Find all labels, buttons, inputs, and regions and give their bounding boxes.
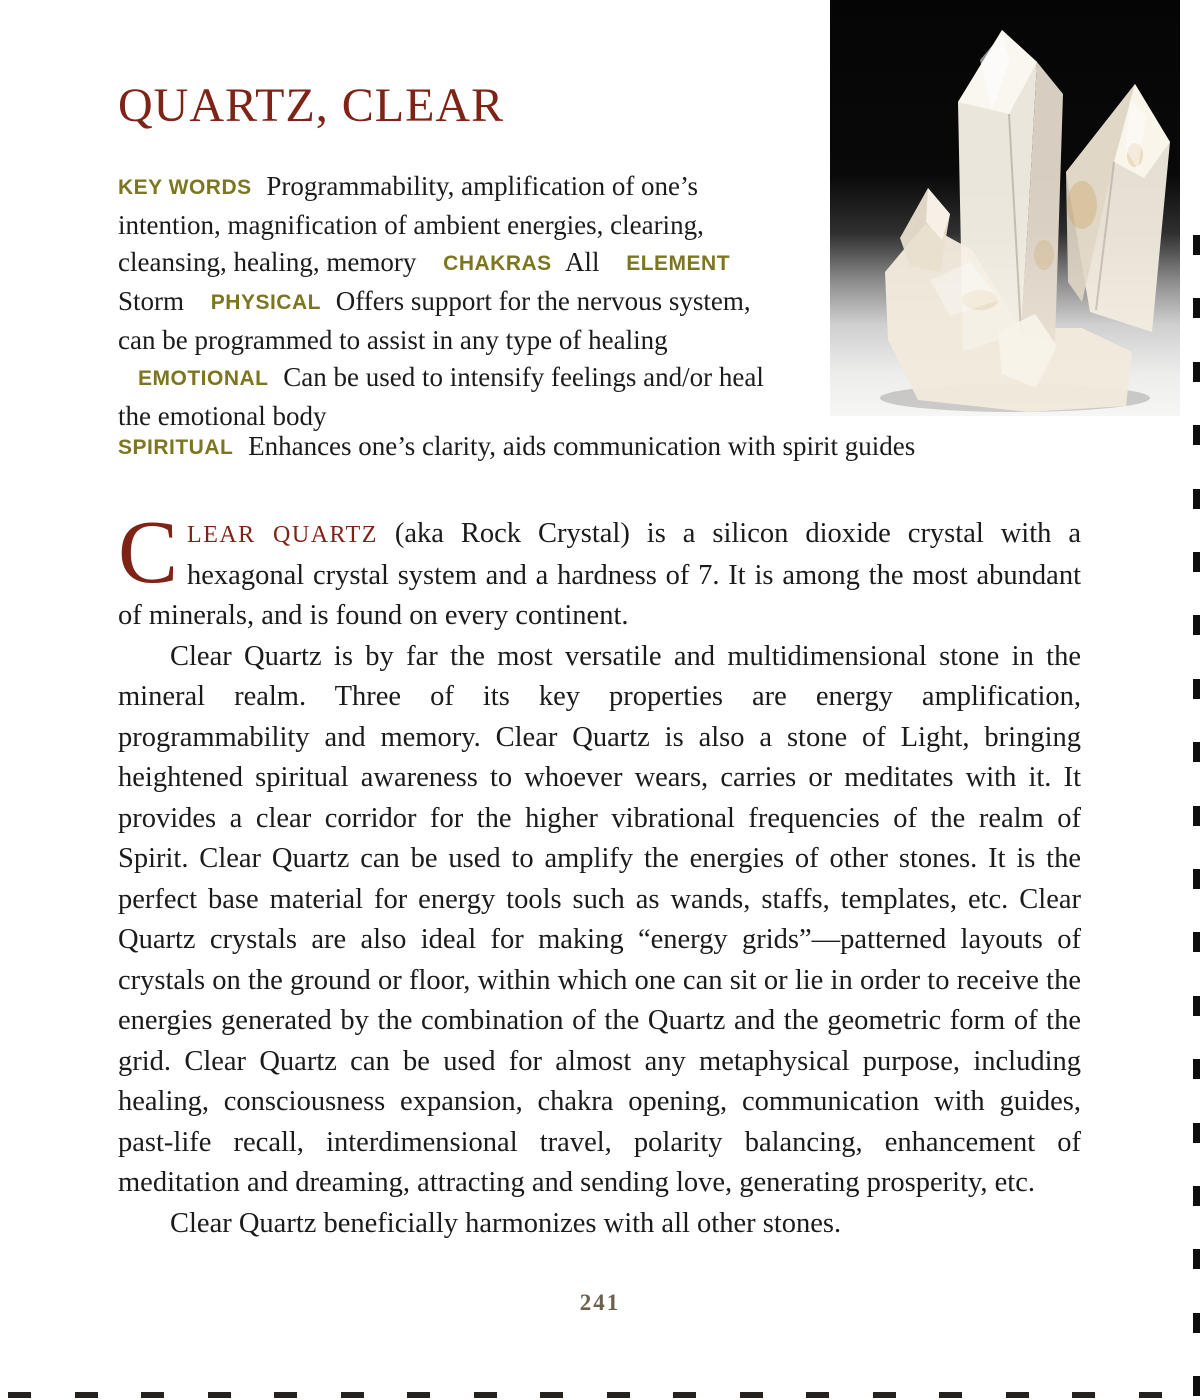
physical-value: Offers support for the nervous system, can be programmed to assist in any type of healing <box>118 286 751 355</box>
page-edge-mark <box>1193 1313 1200 1333</box>
element-label: ELEMENT <box>626 252 731 275</box>
quartz-photo <box>830 0 1180 416</box>
emotional-value: Can be used to intensify feelings and/or heal the emotional body <box>118 362 764 431</box>
page-edge-mark <box>474 1392 497 1398</box>
page-edge-mark <box>341 1392 364 1398</box>
page-title: QUARTZ, CLEAR <box>118 79 505 132</box>
chakras-value: All <box>564 247 600 277</box>
page-edge-mark <box>607 1392 630 1398</box>
page-edge-mark <box>1193 806 1200 826</box>
key-words-label: KEY WORDS <box>118 176 252 199</box>
page-edge-mark <box>806 1392 829 1398</box>
spiritual-value: Enhances one’s clarity, aids communication with spirit guides <box>248 431 916 461</box>
page-edge-mark <box>75 1392 98 1398</box>
page-edge-mark <box>1193 1123 1200 1143</box>
page-edge-mark <box>873 1392 896 1398</box>
page-edge-mark <box>8 1392 31 1398</box>
page-edge-mark <box>407 1392 430 1398</box>
page-edge-mark <box>1193 1186 1200 1206</box>
spiritual-line <box>118 428 1098 467</box>
spiritual-label: SPIRITUAL <box>118 436 234 459</box>
emotional-label: EMOTIONAL <box>138 367 269 390</box>
paragraph-intro <box>118 503 1082 637</box>
page-edge-mark <box>1193 869 1200 889</box>
page-edge-mark <box>1193 362 1200 382</box>
properties-block <box>118 168 766 435</box>
chakras-label: CHAKRAS <box>443 252 552 275</box>
page-edge-mark <box>1193 1059 1200 1079</box>
page-edge-mark <box>274 1392 297 1398</box>
page-edge-mark <box>1193 489 1200 509</box>
article-body <box>118 503 1082 1244</box>
page-edge-mark <box>1193 552 1200 572</box>
page-edge-mark <box>1139 1392 1162 1398</box>
page-edge-mark <box>208 1392 231 1398</box>
page-edge-mark <box>1193 996 1200 1016</box>
page-edge-mark <box>1193 1249 1200 1269</box>
page-edge-mark <box>1193 298 1200 318</box>
paragraph-intro-text: (aka Rock Crystal) is a silicon dioxide crystal with a hexagonal crystal system and a hardness of 7. It is among the most abundant of minerals, and is found on every continent. <box>118 518 1082 631</box>
lead-in-small-caps: LEAR QUARTZ <box>187 522 378 548</box>
paragraph-main: Clear Quartz is by far the most versatile and multidimensional stone in the mineral realm. Three of its key properties are energy amplification, programmability and memory. Clear Quartz is also a stone of Light, bringing heightened spiritual awareness to whoever wears, carries or meditates with it. It provides a clear corridor for the higher vibrational frequencies of the realm of Spirit. Clear Quartz can be used to amplify the energies of other stones. It is the perfect base material for energy tools such as wands, staffs, templates, etc. Clear Quartz crystals are also ideal for making “energy grids”—patterned layouts of crystals on the ground or floor, within which one can sit or lie in order to receive the energies generated by the combination of the Quartz and the geometric form of the grid. Clear Quartz can be used for almost any metaphysical purpose, including healing, consciousness expansion, chakra opening, communication with guides, past-life recall, interdimensional travel, polarity balancing, enhancement of meditation and dreaming, attracting and sending love, generating prosperity, etc. <box>118 640 1081 1198</box>
page-edge-mark <box>540 1392 563 1398</box>
page-edge-mark <box>1193 425 1200 445</box>
page-edge-mark <box>1193 235 1200 255</box>
element-value: Storm <box>118 286 185 316</box>
page-number: 241 <box>579 1290 621 1315</box>
quartz-crystal-illustration <box>830 0 1180 416</box>
page-edge-mark <box>1193 1376 1200 1396</box>
key-words-value: Programmability, amplification of one’s intention, magnification of ambient energies, clearing, cleansing, healing, memory <box>118 171 704 277</box>
paragraph-harmony: Clear Quartz beneficially harmonizes with all other stones. <box>170 1207 842 1239</box>
page-edge-mark <box>740 1392 763 1398</box>
page-edge-mark <box>1193 679 1200 699</box>
drop-cap: C <box>118 503 179 602</box>
page-edge-mark <box>939 1392 962 1398</box>
page-edge-mark <box>1072 1392 1095 1398</box>
page-edge-mark <box>1193 742 1200 762</box>
page-edge-mark <box>1006 1392 1029 1398</box>
physical-label: PHYSICAL <box>210 291 321 314</box>
page-edge-mark <box>1193 615 1200 635</box>
page-edge-mark <box>1193 932 1200 952</box>
page-edge-mark <box>141 1392 164 1398</box>
page-edge-mark <box>673 1392 696 1398</box>
